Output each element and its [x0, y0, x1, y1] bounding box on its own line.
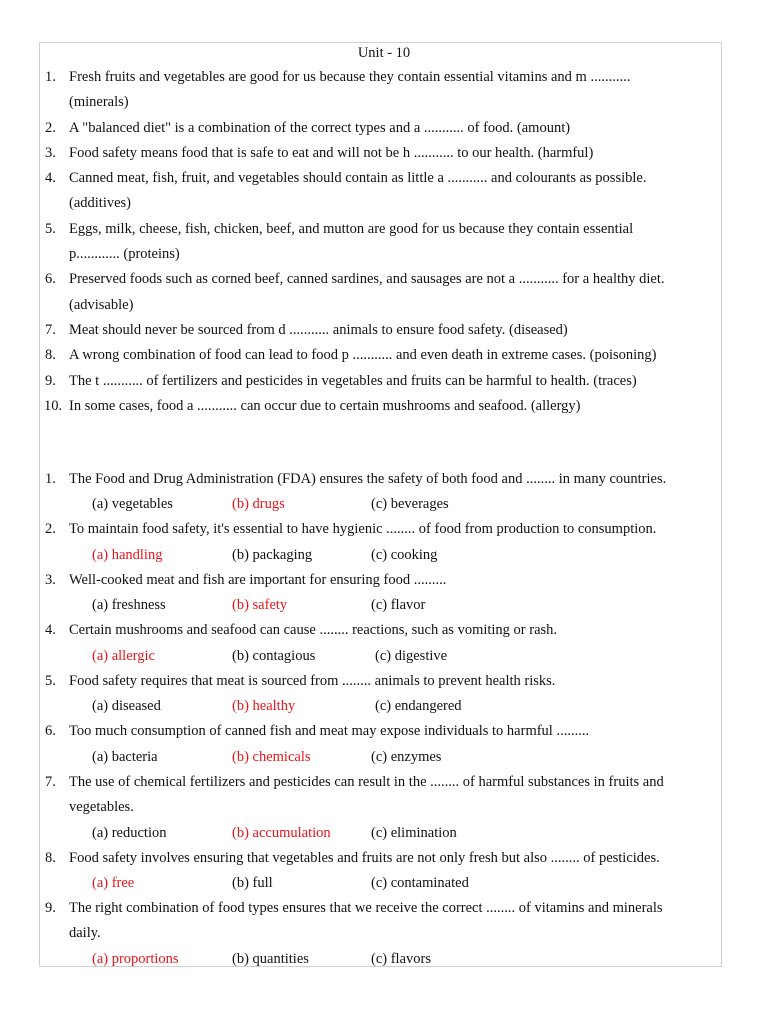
- option: (c) digestive: [375, 647, 448, 664]
- question-number: 7.: [45, 321, 56, 338]
- question-text-line: The Food and Drug Administration (FDA) ensures the safety of both food and ........ in many countries.: [69, 471, 667, 487]
- mcq-question: [0, 517, 768, 542]
- question-number: 10.: [44, 397, 63, 414]
- question-number: 3.: [45, 144, 56, 161]
- option: (b) contagious: [232, 647, 316, 664]
- option: (c) contaminated: [371, 874, 469, 891]
- question-number: 9.: [45, 900, 56, 917]
- option: (a) freshness: [92, 597, 166, 614]
- answer-options: [0, 492, 768, 517]
- question-text-line: Well-cooked meat and fish are important for ensuring food .........: [69, 571, 447, 588]
- option: (c) enzymes: [371, 748, 442, 765]
- correct-option: (a) proportions: [92, 950, 179, 967]
- answer-options: [0, 543, 768, 568]
- correct-option: (a) allergic: [92, 647, 155, 664]
- mcq-question: [0, 568, 768, 593]
- fill_in-question: [0, 141, 768, 166]
- question-number: 7.: [45, 773, 56, 790]
- option: (a) reduction: [92, 824, 167, 841]
- mcq-question: [0, 467, 768, 492]
- answer-options: [0, 871, 768, 896]
- option: (c) endangered: [375, 698, 462, 715]
- fill-in-section: [0, 65, 768, 419]
- option: (c) flavors: [371, 950, 431, 967]
- mcq-question: [0, 669, 768, 694]
- question-text-line: Meat should never be sourced from d ........... animals to ensure food safety. (diseased): [69, 321, 568, 338]
- question-text-line: The t ........... of fertilizers and pesticides in vegetables and fruits can be harmful to health. (traces): [69, 372, 637, 389]
- question-number: 5.: [45, 672, 56, 689]
- question-number: 8.: [45, 347, 56, 364]
- question-text-line: Food safety requires that meat is sourced from ........ animals to prevent health risks.: [69, 672, 556, 689]
- question-number: 1.: [45, 69, 56, 85]
- fill_in-question: [0, 116, 768, 141]
- fill_in-question: [0, 369, 768, 394]
- question-text-line: p............ (proteins): [69, 246, 180, 263]
- question-number: 2.: [45, 521, 56, 538]
- option: (c) flavor: [371, 597, 426, 614]
- answer-options: [0, 593, 768, 618]
- question-number: 4.: [45, 170, 56, 187]
- question-text-line: To maintain food safety, it's essential to have hygienic ........ of food from production to consumption.: [69, 521, 657, 538]
- fill_in-question: [0, 217, 768, 268]
- correct-option: (a) free: [92, 874, 135, 891]
- fill_in-question: [0, 65, 768, 116]
- mcq-question: [0, 618, 768, 643]
- answer-options: [0, 947, 768, 972]
- answer-options: [0, 644, 768, 669]
- fill_in-question: [0, 394, 768, 419]
- question-number: 6.: [45, 271, 56, 288]
- fill_in-question: [0, 166, 768, 217]
- question-text-line: A wrong combination of food can lead to food p ........... and even death in extreme cases. (poisoning): [69, 347, 657, 364]
- mcq-question: [0, 846, 768, 871]
- answer-options: [0, 745, 768, 770]
- mcq-question: [0, 770, 768, 821]
- question-number: 1.: [45, 471, 56, 487]
- question-text-line: (additives): [69, 195, 132, 212]
- question-text-line: Canned meat, fish, fruit, and vegetables should contain as little a ........... and colourants as possible.: [69, 170, 647, 187]
- question-text-line: Food safety means food that is safe to eat and will not be h ........... to our health. (harmful): [69, 144, 594, 161]
- option: (a) diseased: [92, 698, 161, 715]
- correct-option: (b) chemicals: [232, 748, 311, 765]
- question-text-line: Eggs, milk, cheese, fish, chicken, beef, and mutton are good for us because they contain essential: [69, 220, 634, 237]
- question-number: 6.: [45, 723, 56, 740]
- answer-options: [0, 821, 768, 846]
- correct-option: (b) accumulation: [232, 824, 331, 841]
- correct-option: (a) handling: [92, 546, 163, 563]
- answer-options: [0, 694, 768, 719]
- option: (c) elimination: [371, 824, 457, 841]
- question-text-line: Food safety involves ensuring that vegetables and fruits are not only fresh but also ........ of pesticides.: [69, 849, 660, 866]
- question-text-line: The use of chemical fertilizers and pesticides can result in the ........ of harmful substances in fruits and: [69, 773, 664, 790]
- question-text-line: Certain mushrooms and seafood can cause ........ reactions, such as vomiting or rash.: [69, 622, 558, 639]
- option: (a) bacteria: [92, 748, 158, 765]
- question-number: 8.: [45, 849, 56, 866]
- question-number: 3.: [45, 571, 56, 588]
- correct-option: (b) healthy: [232, 698, 296, 715]
- fill_in-question: [0, 318, 768, 343]
- question-text-line: The right combination of food types ensures that we receive the correct ........ of vitamins and minerals: [69, 900, 663, 917]
- question-text-line: (advisable): [69, 296, 134, 313]
- question-text-line: Preserved foods such as corned beef, canned sardines, and sausages are not a ........... for a healthy diet.: [69, 271, 665, 288]
- question-text-line: A "balanced diet" is a combination of the correct types and a ........... of food. (amount): [69, 119, 571, 136]
- fill_in-question: [0, 267, 768, 318]
- fill_in-question: [0, 343, 768, 368]
- question-text-line: vegetables.: [69, 799, 134, 816]
- correct-option: (b) safety: [232, 597, 288, 614]
- question-text-line: Fresh fruits and vegetables are good for us because they contain essential vitamins and m ...........: [69, 69, 631, 85]
- option: (b) quantities: [232, 950, 309, 967]
- question-number: 5.: [45, 220, 56, 237]
- question-text-line: Too much consumption of canned fish and meat may expose individuals to harmful .........: [69, 723, 590, 740]
- question-text-line: (minerals): [69, 94, 129, 111]
- option: (c) beverages: [371, 496, 449, 513]
- option: (c) cooking: [371, 546, 438, 563]
- unit-title: Unit - 10: [357, 45, 411, 61]
- option: (b) packaging: [232, 546, 313, 563]
- mcq-question: [0, 719, 768, 744]
- mcq-question: [0, 896, 768, 947]
- question-number: 2.: [45, 119, 56, 136]
- question-number: 4.: [45, 622, 56, 639]
- correct-option: (b) drugs: [232, 496, 285, 513]
- option: (b) full: [232, 874, 273, 891]
- option: (a) vegetables: [92, 496, 173, 513]
- multiple-choice-section: [0, 467, 768, 972]
- question-text-line: In some cases, food a ........... can occur due to certain mushrooms and seafood. (allergy): [69, 397, 581, 414]
- question-text-line: daily.: [69, 925, 101, 942]
- question-number: 9.: [45, 372, 56, 389]
